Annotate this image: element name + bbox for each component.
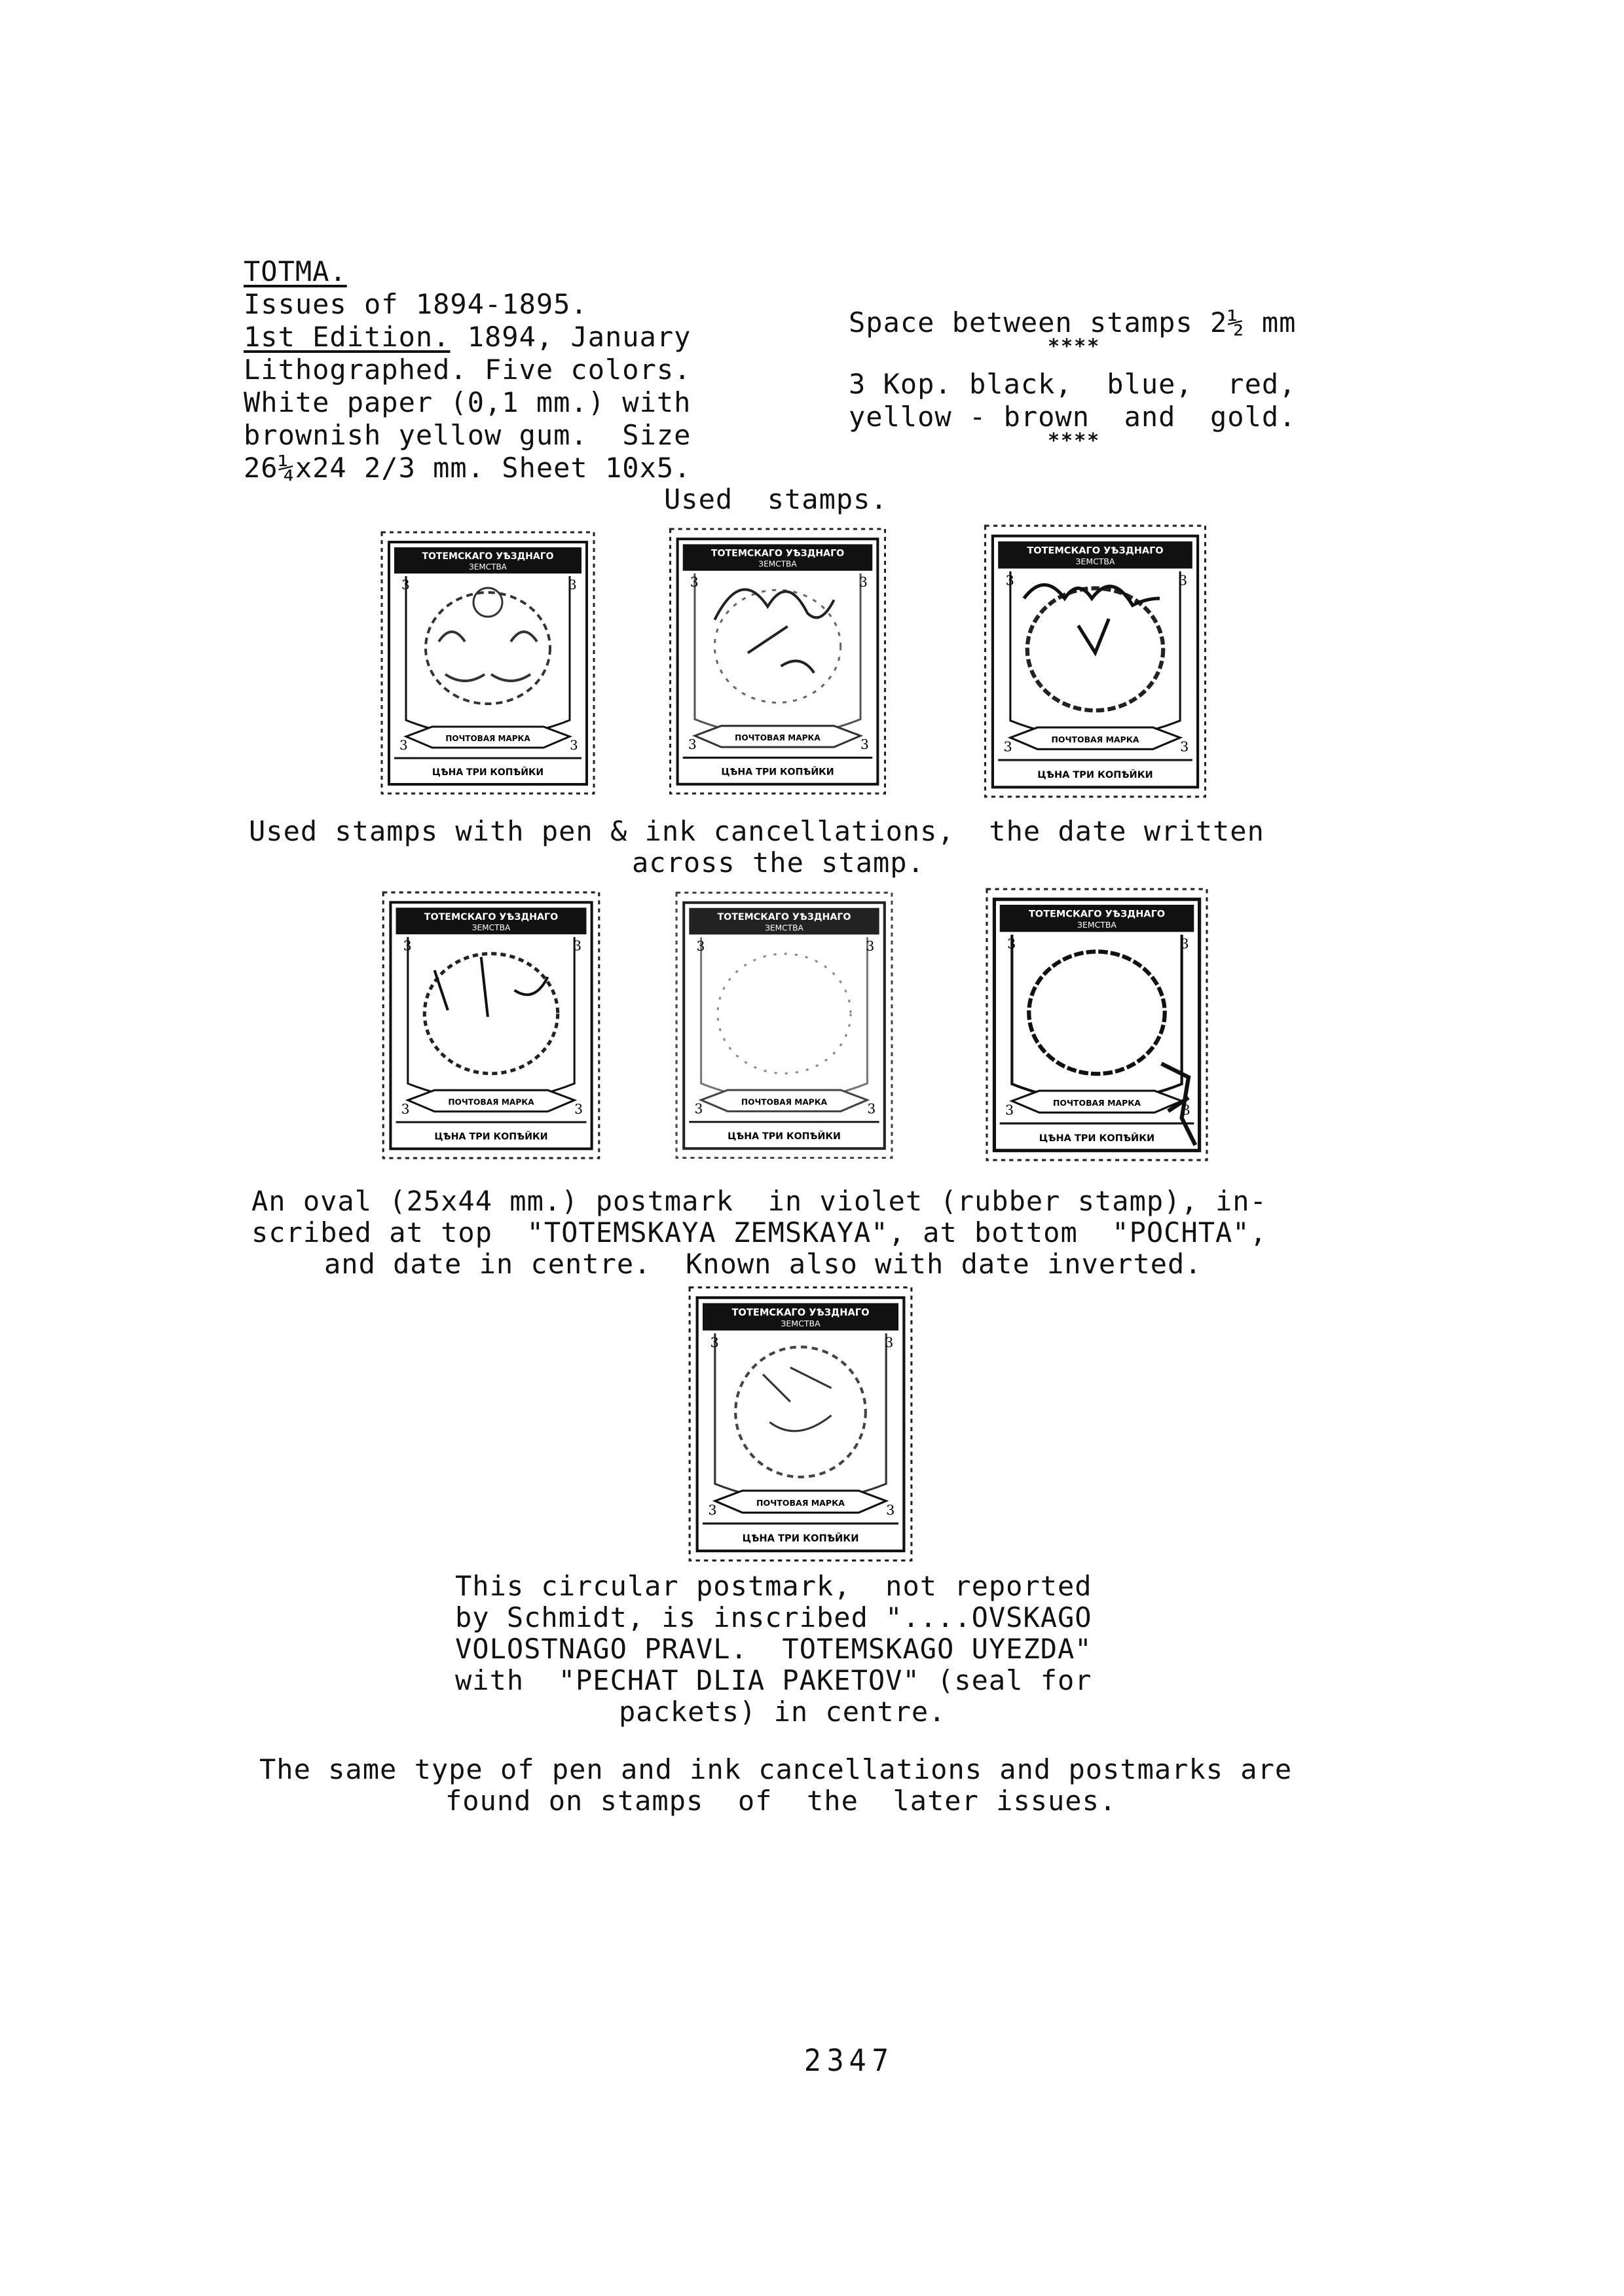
colors-line-1: 3 Kop. black, blue, red, [849,368,1297,400]
stamp-banner-text: ПОЧТОВАЯ МАРКА [1051,734,1139,744]
page-title: TOTMA. [244,255,347,287]
stamp-top-text-2: ЗЕМСТВА [758,559,797,569]
description-line-3: brownish yellow gum. Size [244,419,692,451]
edition-line [244,321,691,354]
stamp-value: 3 [1007,936,1016,952]
stamp-value: 3 [574,1101,583,1117]
stamp-svg [668,527,887,795]
caption-pen-ink-line-2: across the stamp. [632,847,925,879]
stamp-value: 3 [708,1502,717,1518]
stamp-svg [982,887,1211,1162]
stamp-value: 3 [690,574,699,591]
stamp-top-text: ТОТЕМСКАГО УѢЗДНАГО [1027,545,1164,556]
stamp-value: 3 [399,737,408,753]
stamp-spacing: Space between stamps 2½ mm [849,306,1297,338]
colors-line-2: yellow - brown and gold. [849,401,1297,433]
stamp-banner-text: ПОЧТОВАЯ МАРКА [1052,1097,1141,1108]
stamp-bottom-text: ЦѢНА ТРИ КОПѢЙКИ [434,1131,548,1142]
stamp-top-text-2: ЗЕМСТВА [469,562,507,572]
page-number: 2347 [804,2043,895,2078]
stamp-svg [674,890,894,1160]
caption-oval-line-1: An oval (25x44 mm.) postmark in violet (rubber stamp), in- [251,1185,1267,1217]
stamp-value: 3 [1180,738,1189,755]
stamp-image [380,890,602,1160]
stamp-value: 3 [403,938,412,954]
stamp-bottom-text: ЦѢНА ТРИ КОПѢЙКИ [742,1533,859,1544]
stamp-value: 3 [886,1502,895,1518]
caption-used-stamps: Used stamps. [664,483,888,515]
caption-oval-line-2: scribed at top "TOTEMSKAYA ZEMSKAYA", at bottom "POCHTA", [251,1216,1267,1248]
stamp-banner-text: ПОЧТОВАЯ МАРКА [445,734,530,743]
stamp-value: 3 [696,938,705,954]
stamp-value: 3 [694,1101,703,1117]
stamp-value: 3 [401,1101,410,1117]
stamp-top-text-2: ЗЕМСТВА [1077,920,1116,930]
stamp-value: 3 [710,1334,719,1351]
stamp-banner-text: ПОЧТОВАЯ МАРКА [741,1097,828,1107]
stamp-banner-text: ПОЧТОВАЯ МАРКА [448,1097,534,1107]
description-line-1: Lithographed. Five colors. [244,354,692,386]
stamp-value: 3 [1005,1102,1014,1118]
stamp-value: 3 [1180,936,1189,952]
stamp-bottom-text: ЦѢНА ТРИ КОПѢЙКИ [728,1131,841,1142]
stamp-svg [380,530,596,795]
caption-pen-ink-line-1: Used stamps with pen & ink cancellations, the date written [249,815,1264,847]
caption-circular-line-2: by Schmidt, is inscribed "....OVSKAGO [455,1601,1092,1633]
stamp-bottom-text: ЦѢНА ТРИ КОПѢЙКИ [1037,769,1153,780]
stamp-image [982,524,1208,799]
stamp-value: 3 [859,574,868,591]
stamp-value: 3 [866,938,875,954]
stamp-image [688,1283,913,1565]
stamp-top-text: ТОТЕМСКАГО УѢЗДНАГО [1028,909,1166,920]
stamp-value: 3 [573,938,582,954]
stamp-top-text-2: ЗЕМСТВА [765,923,803,933]
description-line-4: 26¼x24 2/3 mm. Sheet 10x5. [244,452,692,484]
stamp-top-text-2: ЗЕМСТВА [471,923,511,933]
caption-same-type-line-2: found on stamps of the later issues. [445,1785,1117,1817]
separator-stars: **** [1048,335,1101,358]
stamp-svg [380,890,602,1160]
stamp-value: 3 [688,737,697,753]
stamp-bottom-text: ЦѢНА ТРИ КОПѢЙКИ [432,767,544,778]
stamp-top-text-2: ЗЕМСТВА [781,1319,821,1329]
caption-oval-line-3: and date in centre. Known also with date inverted. [324,1248,1202,1280]
stamp-value: 3 [1005,572,1014,589]
edition-label: 1st Edition. [244,321,451,353]
stamp-banner-text: ПОЧТОВАЯ МАРКА [756,1497,845,1508]
caption-circular-line-4: with "PECHAT DLIA PAKETOV" (seal for [455,1664,1092,1696]
stamp-bottom-text: ЦѢНА ТРИ КОПѢЙКИ [1039,1133,1155,1144]
stamp-image [668,527,887,795]
caption-same-type-line-1: The same type of pen and ink cancellations and postmarks are [259,1753,1293,1785]
stamp-top-text: ТОТЕМСКАГО УѢЗДНАГО [731,1307,870,1319]
stamp-image [982,887,1211,1162]
caption-circular-line-1: This circular postmark, not reported [455,1570,1092,1602]
stamp-value: 3 [867,1101,876,1117]
separator-stars-2: **** [1048,429,1101,452]
issues-line: Issues of 1894-1895. [244,288,588,320]
stamp-image [380,530,596,795]
stamp-top-text-2: ЗЕМСТВА [1075,556,1115,567]
stamp-value: 3 [885,1334,894,1351]
stamp-svg [982,524,1208,799]
description-line-2: White paper (0,1 mm.) with [244,386,692,418]
stamp-banner-text: ПОЧТОВАЯ МАРКА [735,733,821,742]
caption-circular-line-3: VOLOSTNAGO PRAVL. TOTEMSKAGO UYEZDA" [455,1633,1092,1665]
stamp-top-text: ТОТЕМСКАГО УѢЗДНАГО [717,912,851,923]
stamp-svg [688,1283,913,1565]
stamp-value: 3 [570,737,578,753]
stamp-bottom-text: ЦѢНА ТРИ КОПѢЙКИ [721,767,834,778]
stamp-value: 3 [568,577,577,592]
stamp-value: 3 [401,577,410,592]
stamp-value: 3 [1181,1102,1190,1118]
stamp-top-text: ТОТЕМСКАГО УѢЗДНАГО [422,551,554,562]
stamp-value: 3 [1179,572,1188,589]
caption-circular-line-5: packets) in centre. [619,1696,946,1728]
edition-date: 1894, January [450,321,692,353]
stamp-top-text: ТОТЕМСКАГО УѢЗДНАГО [424,911,559,922]
stamp-image [674,890,894,1160]
stamp-value: 3 [1003,738,1012,755]
stamp-top-text: ТОТЕМСКАГО УѢЗДНАГО [710,548,845,559]
stamp-value: 3 [860,737,869,753]
